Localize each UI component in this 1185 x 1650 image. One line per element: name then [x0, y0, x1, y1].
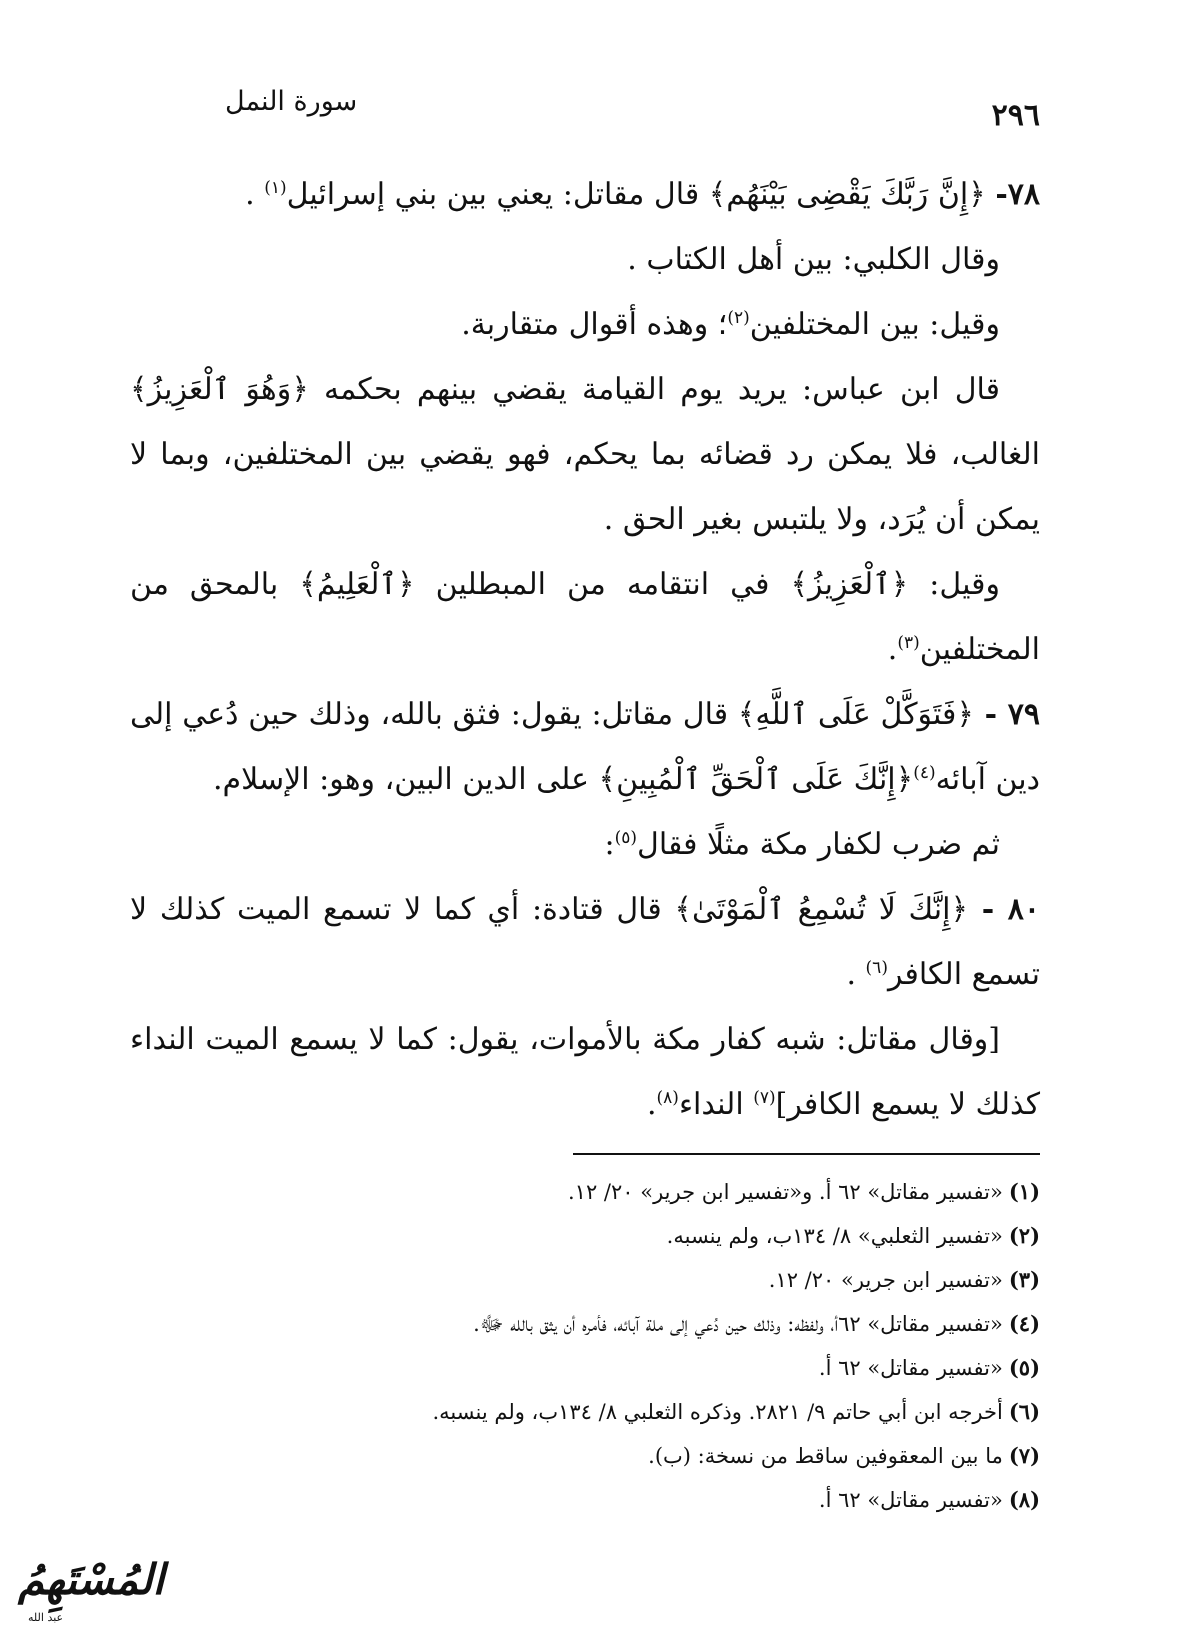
paragraph-text: في انتقامه من المبطلين [414, 567, 791, 602]
footnote-number: (٨) [1008, 1487, 1040, 1512]
paragraph-verse-80 [130, 877, 1040, 1007]
paragraph-text: . [646, 1087, 657, 1122]
paragraph-text: ثم ضرب لكفار مكة مثلًا فقال [637, 827, 1000, 862]
paragraph-text: النداء [678, 1087, 754, 1122]
paragraph-kalbi: وقال الكلبي: بين أهل الكتاب . [627, 242, 1000, 277]
paragraph-text: . [846, 957, 866, 992]
paragraph-text: وقيل: بين المختلفين [749, 307, 1000, 342]
footnote-ref: (٣) [897, 633, 920, 653]
footnote-ref: (٥) [614, 828, 638, 848]
verse-number: ٧٨- [995, 177, 1040, 212]
footnote-ref: (٢) [727, 308, 750, 328]
logo-text: المُسْتَهِمُ [18, 1555, 165, 1604]
paragraph-text: : [604, 827, 615, 862]
quran-quote: ﴿وَهُوَ ٱلْعَزِيزُ﴾ [130, 372, 309, 407]
paragraph-text: [وقال مقاتل: شبه كفار مكة بالأموات، يقول: كما لا يسمع الميت النداء كذلك لا يسمع الكافر] [130, 1022, 1040, 1122]
footnote-number: (٢) [1008, 1223, 1040, 1248]
paragraph-al-aziz [130, 552, 1040, 682]
footnote-text: «تفسير مقاتل» ٦٢ أ. و«تفسير ابن جرير» ٢٠/ ١٢. [567, 1180, 1003, 1204]
footnote-text: «تفسير مقاتل» ٦٢ أ. [818, 1488, 1003, 1512]
footnote-ref: (٧) [753, 1088, 776, 1108]
quran-quote: ﴿ٱلْعَلِيمُ﴾ [299, 567, 415, 602]
quran-quote: ﴿إِنَّكَ عَلَى ٱلْحَقِّ ٱلْمُبِينِ﴾ [598, 762, 914, 797]
paragraph-qila [130, 292, 1040, 357]
footnote-divider [573, 1153, 1040, 1155]
paragraph-text: على الدين البين، وهو: الإسلام. [213, 762, 599, 797]
paragraph-text: ؛ وهذه أقوال متقاربة. [461, 307, 728, 342]
paragraph-text: قال مقاتل: يقول: فثق بالله، وذلك حين دُعي إلى دين آبائه [130, 697, 1040, 797]
footnote-number: (٣) [1008, 1267, 1040, 1292]
verse-number: ٧٩ - [973, 697, 1040, 732]
footnote-item [200, 1170, 1040, 1214]
paragraph-verse-78 [130, 162, 1040, 227]
paragraph-ibn-abbas [130, 357, 1040, 552]
paragraph-muqatil [130, 1007, 1040, 1137]
paragraph-text: قال قتادة: أي كما لا تسمع الميت كذلك لا تسمع الكافر [130, 892, 1040, 992]
footnote-number: (١) [1008, 1179, 1040, 1204]
footnote-item [200, 1302, 1040, 1346]
footnote-number: (٦) [1008, 1399, 1040, 1424]
footnote-text: ما بين المعقوفين ساقط من نسخة: (ب). [648, 1444, 1003, 1468]
page-header [180, 78, 1040, 138]
footnote-ref: (٦) [865, 958, 888, 978]
main-text [130, 162, 1040, 1137]
footnote-ref: (٤) [913, 763, 936, 783]
footnote-ref: (٨) [656, 1088, 679, 1108]
footnote-item [200, 1258, 1040, 1302]
watermark-logo [8, 1555, 178, 1635]
footnote-text: «تفسير ابن جرير» ٢٠/ ١٢. [768, 1268, 1003, 1292]
footnotes [200, 1170, 1040, 1522]
footnote-item [200, 1478, 1040, 1522]
footnote-item [200, 1346, 1040, 1390]
footnote-number: (٥) [1008, 1355, 1040, 1380]
paragraph-verse-79 [130, 682, 1040, 812]
footnote-text: «تفسير الثعلبي» ٨/ ١٣٤ب، ولم ينسبه. [666, 1224, 1003, 1248]
quran-quote: ﴿فَتَوَكَّلْ عَلَى ٱللَّهِ﴾ [737, 697, 974, 732]
footnote-item [200, 1214, 1040, 1258]
paragraph-text: وقيل: [908, 567, 1000, 602]
footnote-text: «تفسير مقاتل» ٦٢ أ. [818, 1356, 1003, 1380]
page-number: ٢٩٦ [991, 98, 1040, 133]
footnote-text: أخرجه ابن أبي حاتم ٩/ ٢٨٢١. وذكره الثعلبي ٨/ ١٣٤ب، ولم ينسبه. [432, 1400, 1003, 1424]
paragraph-text: بالمحق من المختلفين [130, 567, 1040, 667]
paragraph-text: قال ابن عباس: يريد يوم القيامة يقضي بينهم بحكمه [308, 372, 1000, 407]
footnote-number: (٤) [1008, 1311, 1040, 1336]
logo-subtext: عبد الله [28, 1611, 64, 1624]
footnote-item [200, 1434, 1040, 1478]
paragraph-text: . [245, 177, 265, 212]
paragraph-text: الغالب، فلا يمكن رد قضائه بما يحكم، فهو يقضي بين المختلفين، وبما لا يمكن أن يُرَد، ولا يلتبس بغير الحق . [130, 437, 1040, 537]
paragraph-text: . [887, 632, 898, 667]
quran-quote: ﴿ٱلْعَزِيزُ﴾ [790, 567, 909, 602]
footnote-number: (٧) [1008, 1443, 1040, 1468]
sura-title: سورة النمل [225, 86, 358, 117]
paragraph-text: قال مقاتل: يعني بين بني إسرائيل [286, 177, 709, 212]
footnote-text: «تفسير مقاتل» ٦٢أ، ولفظه: وذلك حين دُعي إلى ملة آبائه، فأمره أن يثق بالله ﷻ. [473, 1312, 1003, 1336]
quran-quote: ﴿إِنَّ رَبَّكَ يَقْضِى بَيْنَهُم﴾ [708, 177, 986, 212]
footnote-ref: (١) [264, 178, 287, 198]
footnote-item [200, 1390, 1040, 1434]
verse-number: ٨٠ - [968, 892, 1040, 927]
quran-quote: ﴿إِنَّكَ لَا تُسْمِعُ ٱلْمَوْتَىٰ﴾ [674, 892, 969, 927]
paragraph-mathal [130, 812, 1040, 877]
